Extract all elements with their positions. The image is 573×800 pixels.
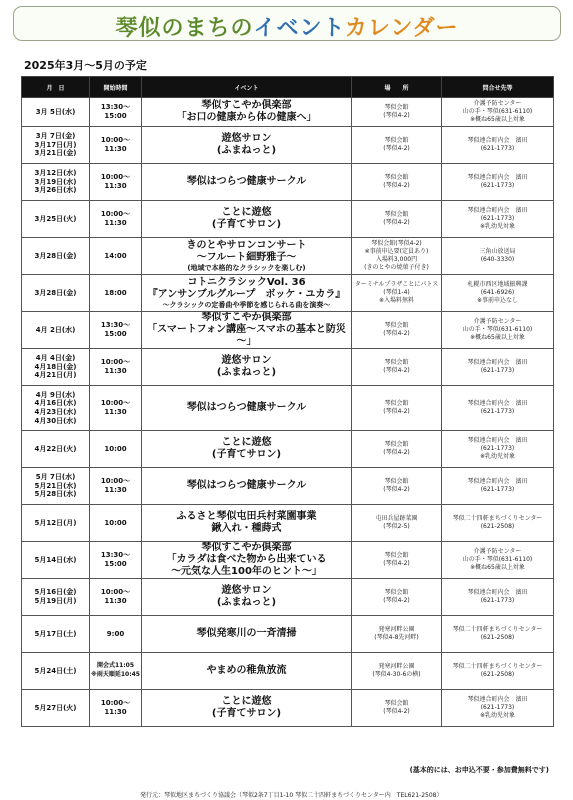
place-cell: 琴似会館 (琴似4-2): [352, 386, 442, 431]
table-row: [22, 312, 554, 349]
place-cell: 琴似会館 (琴似4-2): [352, 542, 442, 579]
time-cell: 10:00～ 11:30: [90, 690, 142, 727]
event-table: [21, 76, 554, 727]
table-row: [22, 98, 554, 127]
date-cell: 5月12日(月): [22, 505, 90, 542]
event-cell: [142, 238, 352, 275]
date-cell: 5月14日(水): [22, 542, 90, 579]
table-row: [22, 164, 554, 201]
contact-cell: 琴似連合町内会 濱田 (621-1773) ※乳幼児対象: [442, 690, 554, 727]
event-cell: [142, 468, 352, 505]
table-header-row: [22, 77, 554, 98]
date-cell: 4月 9日(水) 4月16日(水) 4月23日(水) 4月30日(水): [22, 386, 90, 431]
date-cell: 3月28日(金): [22, 238, 90, 275]
time-cell: 10:00～ 11:30: [90, 127, 142, 164]
table-row: [22, 127, 554, 164]
contact-cell: 琴似二十四軒まちづくりセンター (621-2508): [442, 653, 554, 690]
event-title: 琴似すこやか倶楽部 「スマートフォン講座～スマホの基本と防災～」: [147, 312, 346, 347]
time-cell: 開会式11:05 ※雨天順延10:45: [90, 653, 142, 690]
place-cell: 琴似会館 (琴似4-2): [352, 468, 442, 505]
time-cell: 14:00: [90, 238, 142, 275]
table-row: [22, 616, 554, 653]
place-cell: 琴似会館 (琴似4-2): [352, 349, 442, 386]
date-cell: 3月25日(火): [22, 201, 90, 238]
event-cell: [142, 127, 352, 164]
time-cell: 10:00: [90, 431, 142, 468]
event-title: 遊悠サロン (ふまねっと): [216, 585, 277, 608]
table-row: [22, 201, 554, 238]
event-title: ふるさと琴似屯田兵村菜園事業 鍬入れ・種蒔式: [176, 511, 317, 534]
event-cell: [142, 164, 352, 201]
event-title: 琴似はつらつ健康サークル: [186, 480, 307, 491]
event-title: 琴似発寒川の一斉清掃: [196, 628, 297, 639]
place-cell: 琴似会館 (琴似4-2): [352, 431, 442, 468]
table-row: [22, 542, 554, 579]
date-cell: 3月28日(金): [22, 275, 90, 312]
date-cell: 5月24日(土): [22, 653, 90, 690]
time-cell: 13:30～ 15:00: [90, 312, 142, 349]
event-subtitle: (地域で本格的なクラシックを楽しむ): [187, 263, 306, 272]
time-cell: 9:00: [90, 616, 142, 653]
time-cell: 10:00～ 11:30: [90, 201, 142, 238]
date-cell: 3月12日(水) 3月19日(水) 3月26日(水): [22, 164, 90, 201]
place-cell: 琴似会館 (琴似4-2): [352, 127, 442, 164]
time-cell: 10:00～ 11:30: [90, 164, 142, 201]
contact-cell: 琴似連合町内会 濱田 (621-1773): [442, 579, 554, 616]
column-header-start-time: 開始時間: [90, 77, 142, 98]
contact-cell: 琴似連合町内会 濱田 (621-1773): [442, 468, 554, 505]
contact-cell: 介護予防センター 山の手・琴似(631-6110) ※概ね65歳以上対象: [442, 98, 554, 127]
event-cell: [142, 616, 352, 653]
place-cell: 発寒河畔公園 (琴似4-8先河畔): [352, 616, 442, 653]
table-row: [22, 468, 554, 505]
place-cell: 琴似会館 (琴似4-2): [352, 579, 442, 616]
event-cell: [142, 431, 352, 468]
date-cell: 3月 7日(金) 3月17日(月) 3月21日(金): [22, 127, 90, 164]
event-cell: [142, 386, 352, 431]
date-cell: 5月16日(金) 5月19日(月): [22, 579, 90, 616]
date-cell: 3月 5日(水): [22, 98, 90, 127]
contact-cell: 三角山放送局 (640-3330): [442, 238, 554, 275]
event-title: 遊悠サロン (ふまねっと): [216, 133, 277, 156]
time-cell: 10:00: [90, 505, 142, 542]
contact-cell: 琴似二十四軒まちづくりセンター (621-2508): [442, 616, 554, 653]
time-cell: 10:00～ 11:30: [90, 349, 142, 386]
contact-cell: 琴似連合町内会 濱田 (621-1773): [442, 164, 554, 201]
event-cell: [142, 349, 352, 386]
table-row: [22, 579, 554, 616]
table-row: [22, 653, 554, 690]
place-cell: 発寒河畔公園 (琴似4-30-6の横): [352, 653, 442, 690]
place-cell: 琴似会館 (琴似4-2): [352, 164, 442, 201]
event-title: ことに遊悠 (子育てサロン): [211, 437, 282, 460]
event-subtitle: ～クラシックの定番曲や季節を感じられる曲を演奏～: [162, 300, 331, 309]
title-part-1: 琴似のまちの: [115, 16, 254, 41]
place-cell: 琴似会館 (琴似4-2): [352, 98, 442, 127]
event-cell: [142, 201, 352, 238]
contact-cell: 琴似二十四軒まちづくりセンター (621-2508): [442, 505, 554, 542]
table-row: [22, 386, 554, 431]
title-banner: [13, 6, 561, 41]
page-title: [14, 11, 560, 42]
place-cell: 屯田兵屋跡菜園 (琴似2-5): [352, 505, 442, 542]
event-title: 遊悠サロン (ふまねっと): [216, 355, 277, 378]
event-cell: [142, 542, 352, 579]
title-part-2: イベント: [253, 16, 345, 41]
place-cell: 琴似会館 (琴似4-2): [352, 690, 442, 727]
contact-cell: 琴似連合町内会 濱田 (621-1773) ※乳幼児対象: [442, 201, 554, 238]
date-cell: 5月17日(土): [22, 616, 90, 653]
date-cell: 4月 2日(水): [22, 312, 90, 349]
place-cell: ターミナルプラザことにパトス (琴似1-4) ※入場料無料: [352, 275, 442, 312]
time-cell: 10:00～ 11:30: [90, 386, 142, 431]
event-cell: [142, 275, 352, 312]
event-title: コトニクラシックVol. 36 『アンサンブルグループ ボッケ・ユカラ』: [147, 276, 346, 300]
event-title: やまめの稚魚放流: [206, 665, 287, 676]
event-title: ことに遊悠 (子育てサロン): [211, 696, 282, 719]
column-header-contact: 問合せ先等: [442, 77, 554, 98]
date-cell: 4月 4日(金) 4月18日(金) 4月21日(月): [22, 349, 90, 386]
time-cell: 13:30～ 15:00: [90, 542, 142, 579]
event-cell: [142, 690, 352, 727]
column-header-place: 場 所: [352, 77, 442, 98]
event-cell: [142, 653, 352, 690]
event-cell: [142, 505, 352, 542]
title-part-3: カレンダー: [344, 16, 459, 41]
column-header-event: イベント: [142, 77, 352, 98]
event-cell: [142, 98, 352, 127]
event-title: きのとやサロンコンサート ～フルート細野雅子～: [186, 239, 307, 263]
event-title: 琴似はつらつ健康サークル: [186, 402, 307, 413]
time-cell: 10:00～ 11:30: [90, 579, 142, 616]
table-row: [22, 238, 554, 275]
table-row: [22, 431, 554, 468]
date-cell: 5月27日(火): [22, 690, 90, 727]
contact-cell: 琴似連合町内会 濱田 (621-1773): [442, 127, 554, 164]
place-cell: 琴似会館 (琴似4-2): [352, 312, 442, 349]
place-cell: 琴似会館 (琴似4-2): [352, 201, 442, 238]
date-cell: 5月 7日(水) 5月21日(水) 5月28日(水): [22, 468, 90, 505]
column-header-date: 月 日: [22, 77, 90, 98]
table-row: [22, 505, 554, 542]
contact-cell: 介護予防センター 山の手・琴似(631-6110) ※概ね65歳以上対象: [442, 312, 554, 349]
event-title: 琴似すこやか倶楽部 「カラダは食べた物から出来ている ～元気な人生100年のヒント～」: [166, 542, 327, 577]
time-cell: 10:00～ 11:30: [90, 468, 142, 505]
event-title: 琴似はつらつ健康サークル: [186, 176, 307, 187]
publisher-info: 発行元：琴似地区まちづくり協議会（琴似2条7丁目1-10 琴似二十四軒まちづくりセンター内 TEL621-2508）: [140, 792, 443, 799]
footnote: (基本的には、お申込不要・参加費無料です): [409, 766, 549, 774]
table-row: [22, 275, 554, 312]
place-cell: 琴似会館(琴似4-2) ※事前申込要(定員あり) 入場料3,000円 (きのとやの焼菓子付き): [352, 238, 442, 275]
time-cell: 13:30～ 15:00: [90, 98, 142, 127]
contact-cell: 介護予防センター 山の手・琴似(631-6110) ※概ね65歳以上対象: [442, 542, 554, 579]
event-cell: [142, 312, 352, 349]
contact-cell: 琴似連合町内会 濱田 (621-1773): [442, 349, 554, 386]
time-cell: 18:00: [90, 275, 142, 312]
event-title: ことに遊悠 (子育てサロン): [211, 207, 282, 230]
event-cell: [142, 579, 352, 616]
table-row: [22, 349, 554, 386]
date-cell: 4月22日(火): [22, 431, 90, 468]
contact-cell: 琴似連合町内会 濱田 (621-1773): [442, 386, 554, 431]
schedule-period: 2025年3月～5月の予定: [24, 59, 147, 72]
event-title: 琴似すこやか倶楽部 「お口の健康から体の健康へ」: [176, 100, 317, 123]
table-row: [22, 690, 554, 727]
contact-cell: 札幌市西区地域振興課 (641-6926) ※事前申込なし: [442, 275, 554, 312]
contact-cell: 琴似連合町内会 濱田 (621-1773) ※乳幼児対象: [442, 431, 554, 468]
